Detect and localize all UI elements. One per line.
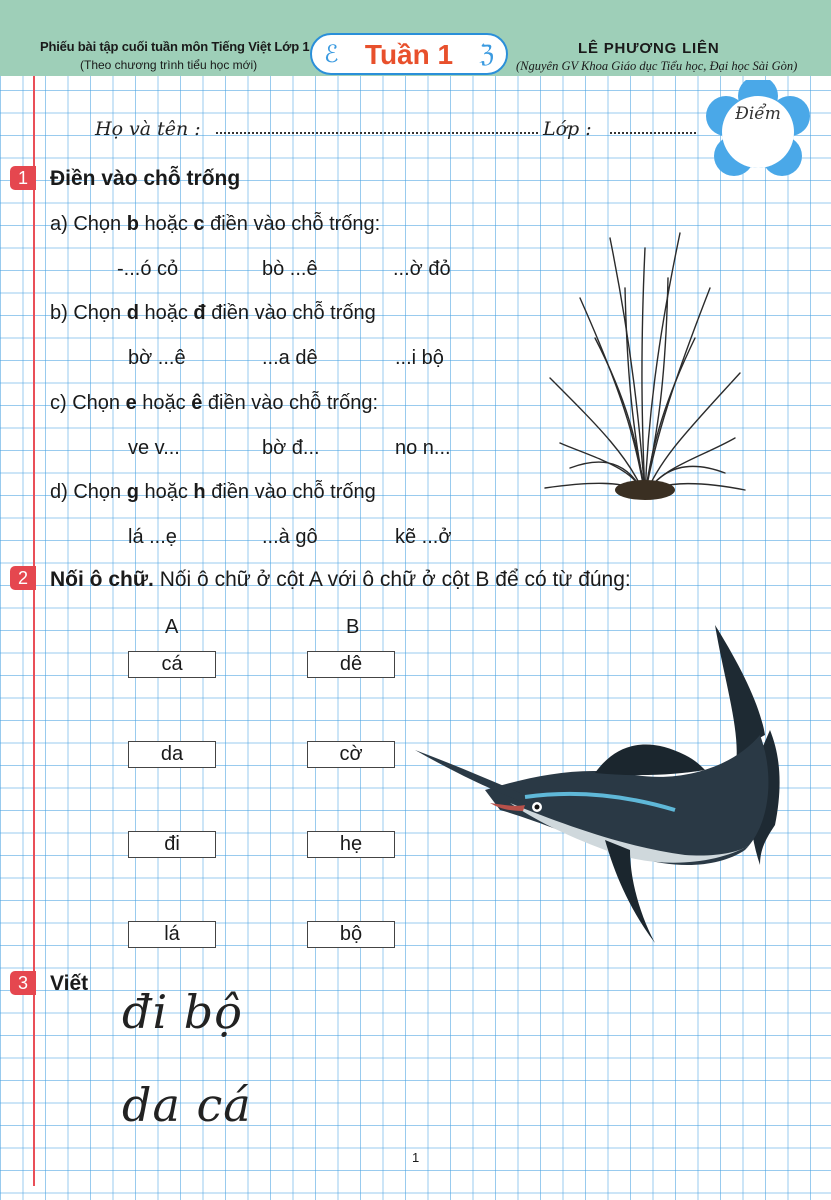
- word-box-b-2[interactable]: cờ: [307, 741, 395, 768]
- answer-c-3[interactable]: no n...: [395, 437, 451, 459]
- marlin-illustration: [415, 625, 785, 945]
- answer-a-2[interactable]: bò ...ê: [262, 258, 318, 280]
- answer-d-3[interactable]: kẽ ...ở: [395, 526, 452, 548]
- worksheet-subtitle: (Theo chương trình tiểu học mới): [80, 58, 258, 72]
- author-name: LÊ PHƯƠNG LIÊN: [578, 40, 720, 57]
- answer-a-3[interactable]: ...ờ đỏ: [393, 258, 451, 280]
- class-field[interactable]: [610, 132, 696, 134]
- question-a: a) Chọn b hoặc c điền vào chỗ trống:: [50, 213, 381, 235]
- class-label: Lớp :: [543, 118, 592, 140]
- flower-frame-icon: [706, 80, 810, 184]
- handwriting-line-1: đi bộ: [122, 985, 243, 1039]
- question-c: c) Chọn e hoặc ê điền vào chỗ trống:: [50, 392, 379, 414]
- ornament-left-icon: ℰ: [324, 40, 339, 68]
- author-note: (Nguyên GV Khoa Giáo dục Tiểu học, Đại học Sài Gòn): [516, 59, 798, 73]
- section-3-title: Viết: [50, 972, 89, 995]
- section-2-instruction: Nối ô chữ ở cột A với ô chữ ở cột B để có từ đúng:: [153, 568, 631, 591]
- ornament-right-icon: ℨ: [479, 40, 494, 68]
- score-label: Điểm: [735, 104, 781, 124]
- score-box[interactable]: [706, 80, 810, 184]
- page-number: 1: [412, 1150, 420, 1165]
- answer-a-1[interactable]: -...ó cỏ: [117, 258, 179, 280]
- week-badge: [310, 33, 508, 75]
- name-field[interactable]: [216, 132, 538, 134]
- page-header: [0, 0, 831, 76]
- answer-c-2[interactable]: bờ đ...: [262, 437, 320, 459]
- grass-illustration: [540, 228, 750, 503]
- answer-b-2[interactable]: ...a dê: [262, 347, 318, 369]
- word-box-a-4[interactable]: lá: [128, 921, 216, 948]
- answer-d-1[interactable]: lá ...ẹ: [128, 526, 177, 548]
- section-number-1: 1: [10, 166, 36, 190]
- week-label: Tuần 1: [364, 39, 454, 70]
- margin-line: [33, 76, 35, 1186]
- word-box-a-3[interactable]: đi: [128, 831, 216, 858]
- answer-c-1[interactable]: ve v...: [128, 437, 180, 459]
- worksheet-title: Phiếu bài tập cuối tuần môn Tiếng Việt Lớp 1: [40, 39, 310, 54]
- handwriting-line-2: da cá: [122, 1078, 252, 1132]
- section-2-title: Nối ô chữ. Nối ô chữ ở cột A với ô chữ ở cột B để có từ đúng:: [50, 568, 631, 591]
- question-d: d) Chọn g hoặc h điền vào chỗ trống: [50, 481, 376, 503]
- word-box-b-1[interactable]: dê: [307, 651, 395, 678]
- word-box-b-4[interactable]: bộ: [307, 921, 395, 948]
- column-b-label: B: [346, 616, 360, 638]
- section-number-3: 3: [10, 971, 36, 995]
- column-a-label: A: [165, 616, 179, 638]
- answer-b-3[interactable]: ...i bộ: [395, 347, 444, 369]
- word-box-b-3[interactable]: hẹ: [307, 831, 395, 858]
- section-1-title: Điền vào chỗ trống: [50, 167, 241, 190]
- word-box-a-1[interactable]: cá: [128, 651, 216, 678]
- word-box-a-2[interactable]: da: [128, 741, 216, 768]
- section-number-2: 2: [10, 566, 36, 590]
- name-label: Họ và tên :: [95, 118, 201, 140]
- answer-d-2[interactable]: ...à gô: [262, 526, 318, 548]
- answer-b-1[interactable]: bờ ...ê: [128, 347, 186, 369]
- question-b: b) Chọn d hoặc đ điền vào chỗ trống: [50, 302, 376, 324]
